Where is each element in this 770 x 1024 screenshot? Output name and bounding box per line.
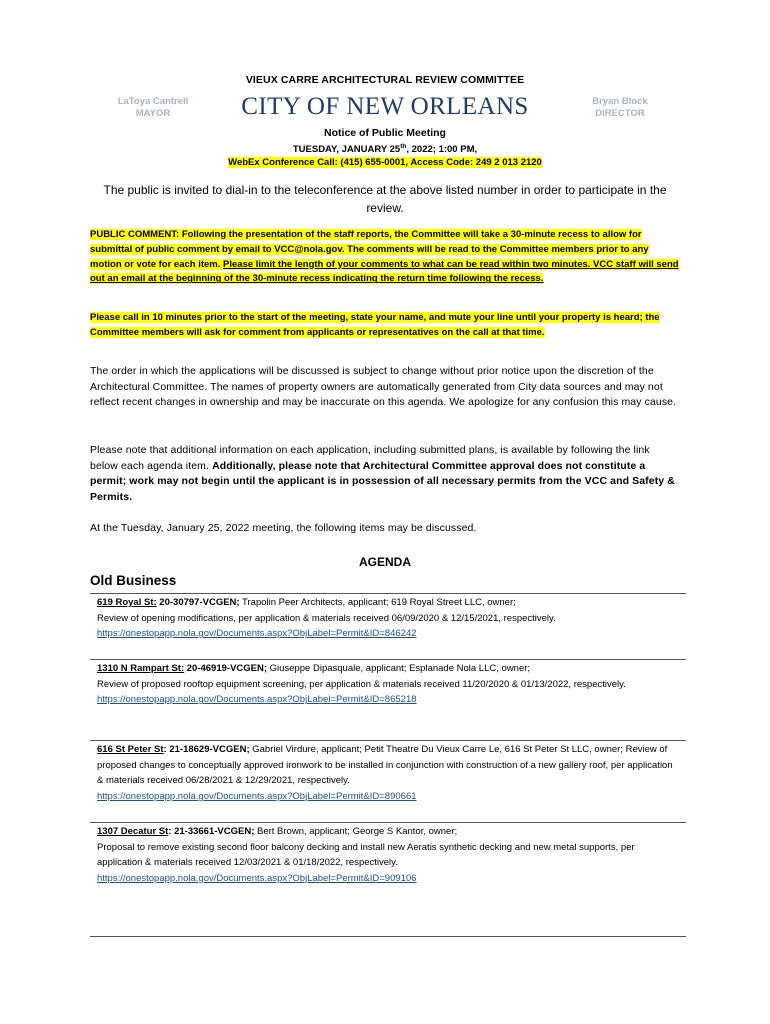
item-parties: Trapolin Peer Architects, applicant; 619 Royal Street LLC, owner; (239, 597, 516, 608)
webex-info (0, 157, 770, 168)
item-case: 20-46919-VCGEN; (184, 663, 268, 674)
meeting-line: At the Tuesday, January 25, 2022 meeting, the following items may be discussed. (90, 522, 477, 534)
intro-text: The public is invited to dial-in to the teleconference at the above listed number in order to participate in the review. (103, 183, 667, 215)
item-case: : 21-33661-VCGEN; (168, 826, 255, 837)
public-comment-part1: PUBLIC COMMENT: Following the presentation of the staff reports, the Committee will take a 30-minute recess to allow for submittal of public comment by email to VCC@nola.gov. The comments will be read to the Committee members prior to any motion or vote for each item. (90, 229, 649, 270)
section-old-business: Old Business (90, 573, 177, 588)
divider (90, 659, 686, 660)
meeting-date (0, 143, 770, 155)
item-heading (97, 824, 681, 840)
notice-title: Notice of Public Meeting (324, 127, 446, 139)
date-suffix: , 2022; 1:00 PM, (406, 144, 478, 156)
director-title: DIRECTOR (595, 108, 645, 119)
item-parties: Bert Brown, applicant; George S Kantor, owner; (254, 826, 458, 837)
mayor-title: MAYOR (135, 108, 171, 119)
item-description: Review of proposed rooftop equipment screening, per application & materials received 11/20/2020 & 01/13/2022, respectively. (97, 678, 626, 690)
order-paragraph: The order in which the applications will be discussed is subject to change without prior notice upon the discretion of the Architectural Committee. The names of property owners are automatically generated from City data sources and may not reflect recent changes in ownership and may be inaccurate on this agenda. We apologize for any confusion this may cause. (90, 365, 677, 409)
info-plain: Please note that additional information on each application, including submitted plans, is available by following the link below each agenda item. (90, 444, 650, 472)
divider (90, 593, 686, 594)
city-title: CITY OF NEW ORLEANS (241, 93, 529, 120)
item-parties: Giuseppe Dipasquale, applicant; Esplanade Nola LLC, owner; (267, 663, 531, 674)
director-name: Bryan Block (592, 96, 648, 107)
committee-title: VIEUX CARRE ARCHITECTURAL REVIEW COMMITTEE (245, 74, 525, 86)
call-in-text: Please call in 10 minutes prior to the start of the meeting, state your name, and mute your line until your property is heard; the Committee members will ask for comment from applicants or representatives on the call at that time. (90, 312, 660, 338)
agenda-item (97, 742, 681, 804)
item-description: Review of opening modifications, per application & materials received 06/09/2020 & 12/15/2021, respectively. (97, 612, 556, 624)
info-paragraph (90, 443, 680, 505)
item-heading (97, 742, 681, 789)
item-address: 619 Royal St: (97, 597, 157, 608)
item-parties: Gabriel Virdure, applicant; Petit Theatre Du Vieux Carre Le, 616 St Peter St LLC, owner; Review of proposed changes to conceptually approved ironwork to be installed in conjunction with construction of a new gallery roof, per application & materials received 06/28/2021 & 12/29/2021, respectively. (97, 744, 673, 787)
agenda-item (97, 595, 681, 642)
item-address: 1310 N Rampart St: (97, 663, 185, 674)
call-in-paragraph (90, 311, 680, 341)
item-case: 20-30797-VCGEN; (156, 597, 240, 608)
public-comment-paragraph (90, 228, 680, 287)
item-permit-link[interactable]: https://onestopapp.nola.gov/Documents.aspx?ObjLabel=Permit&ID=846242 (97, 628, 417, 640)
divider (90, 740, 686, 741)
item-address: 1307 Decatur St (97, 826, 169, 837)
item-permit-link[interactable]: https://onestopapp.nola.gov/Documents.aspx?ObjLabel=Permit&ID=865218 (97, 694, 417, 706)
item-permit-link[interactable]: https://onestopapp.nola.gov/Documents.aspx?ObjLabel=Permit&ID=909106 (97, 872, 417, 884)
date-suffix-ordinal: th (400, 143, 407, 150)
date-prefix: TUESDAY, JANUARY 25 (292, 144, 401, 156)
mayor-name: LaToya Cantrell (117, 96, 189, 107)
item-case: : 21-18629-VCGEN; (163, 744, 250, 755)
item-description: Proposal to remove existing second floor balcony decking and install new Aeratis synthetic decking and new metal supports, per application & materials received 12/03/2021 & 01/18/2022, respectively. (97, 841, 635, 869)
item-heading (97, 595, 681, 611)
webex-text: WebEx Conference Call: (415) 655-0001, Access Code: 249 2 013 2120 (228, 157, 542, 168)
agenda-title: AGENDA (358, 555, 411, 569)
divider (90, 822, 686, 823)
divider (90, 936, 686, 937)
director-block (565, 96, 675, 120)
info-bold: Additionally, please note that Architectural Committee approval does not constitute a permit; work may not begin until the applicant is in possession of all necessary permits from the VCC and Safety & Permits. (90, 459, 675, 503)
item-permit-link[interactable]: https://onestopapp.nola.gov/Documents.aspx?ObjLabel=Permit&ID=890661 (97, 790, 417, 802)
agenda-item (97, 824, 681, 886)
item-heading (97, 661, 681, 677)
public-comment-part2: Please limit the length of your comments to what can be read within two minutes. VCC staff will send out an email at the beginning of the 30-minute recess indicating the return time following the recess. (90, 258, 679, 285)
item-address: 616 St Peter St (97, 744, 164, 755)
agenda-item (97, 661, 681, 708)
